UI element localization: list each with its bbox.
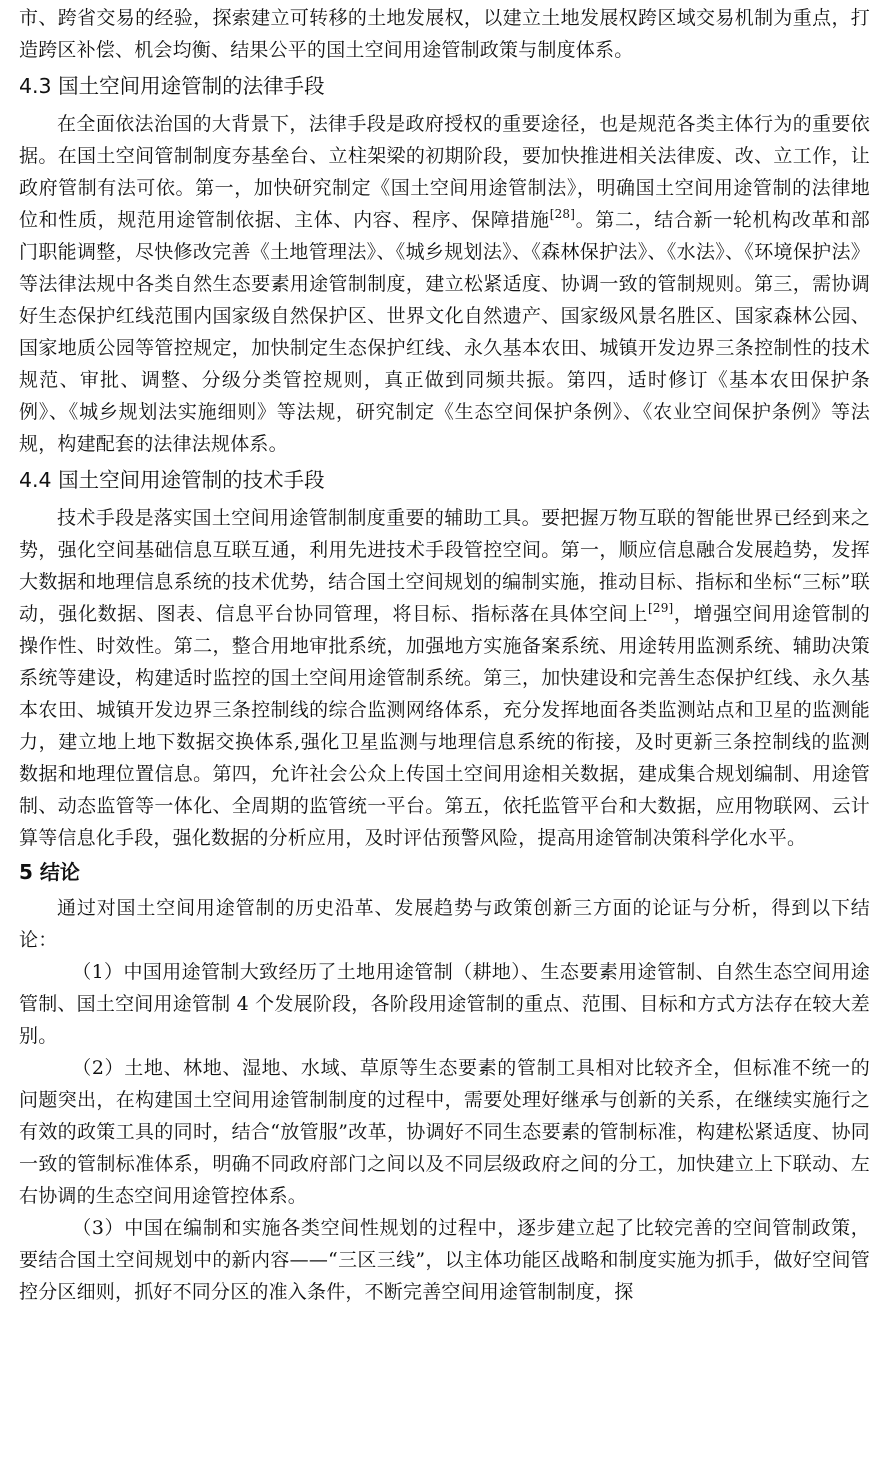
conclusion-item-3: （3）中国在编制和实施各类空间性规划的过程中，逐步建立起了比较完善的空间管制政策，要结合国土空间规划中的新内容——“三区三线”，以主体功能区战略和制度实施为抓手，做好空间管控分区细则，抓好不同分区的准入条件，不断完善空间用途管制制度，探 bbox=[19, 1217, 870, 1303]
document-page bbox=[0, 2, 889, 1462]
paragraph-legal-means bbox=[19, 108, 870, 460]
conclusion-item-1: （1）中国用途管制大致经历了土地用途管制（耕地）、生态要素用途管制、自然生态空间用途管制、国土空间用途管制 4 个发展阶段，各阶段用途管制的重点、范围、目标和方式方法存在较大差别。 bbox=[19, 961, 870, 1047]
paragraph-legal-means-part-a: 在全面依法治国的大背景下，法律手段是政府授权的重要途径，也是规范各类主体行为的重要依据。在国土空间管制制度夯基垒台、立柱架梁的初期阶段，要加快推进相关法律废、改、立工作，让政府管制有法可依。第一，加快研究制定《国土空间用途管制法》，明确国土空间用途管制的法律地位和性质，规范用途管制依据、主体、内容、程序、保障措施 bbox=[19, 113, 870, 231]
paragraph-technical-means-part-a: 技术手段是落实国土空间用途管制制度重要的辅助工具。要把握万物互联的智能世界已经到来之势，强化空间基础信息互联互通，利用先进技术手段管控空间。第一，顺应信息融合发展趋势，发挥大数据和地理信息系统的技术优势，结合国土空间规划的编制实施，推动目标、指标和坐标“三标”联动，强化数据、图表、信息平台协同管理，将目标、指标落在具体空间上 bbox=[19, 507, 870, 625]
paragraph-conclusion-intro: 通过对国土空间用途管制的历史沿革、发展趋势与政策创新三方面的论证与分析，得到以下结论： bbox=[19, 897, 870, 951]
paragraph-technical-means bbox=[19, 502, 870, 854]
section-heading-4-3: 4.3 国土空间用途管制的法律手段 bbox=[19, 74, 325, 98]
conclusion-item-2: （2）土地、林地、湿地、水域、草原等生态要素的管制工具相对比较齐全，但标准不统一的问题突出，在构建国土空间用途管制制度的过程中，需要处理好继承与创新的关系，在继续实施行之有效的政策工具的同时，结合“放管服”改革，协调好不同生态要素的管制标准，构建松紧适度、协同一致的管制标准体系，明确不同政府部门之间以及不同层级政府之间的分工，加快建立上下联动、左右协调的生态空间用途管控体系。 bbox=[19, 1057, 870, 1207]
paragraph-continuation: 市、跨省交易的经验，探索建立可转移的土地发展权，以建立土地发展权跨区域交易机制为重点，打造跨区补偿、机会均衡、结果公平的国土空间用途管制政策与制度体系。 bbox=[19, 7, 870, 61]
citation-28: [28] bbox=[549, 207, 576, 221]
paragraph-technical-means-part-b: ，增强空间用途管制的操作性、时效性。第二，整合用地审批系统，加强地方实施备案系统、用途转用监测系统、辅助决策系统等建设，构建适时监控的国土空间用途管制系统。第三，加快建设和完善生态保护红线、永久基本农田、城镇开发边界三条控制线的综合监测网络体系，充分发挥地面各类监测站点和卫星的监测能力，建立地上地下数据交换体系,强化卫星监测与地理信息系统的衔接，及时更新三条控制线的监测数据和地理位置信息。第四，允许社会公众上传国土空间用途相关数据，建成集合规划编制、用途管制、动态监管等一体化、全周期的监管统一平台。第五，依托监管平台和大数据，应用物联网、云计算等信息化手段，强化数据的分析应用，及时评估预警风险，提高用途管制决策科学化水平。 bbox=[19, 603, 870, 849]
citation-29: [29] bbox=[648, 601, 674, 615]
section-heading-4-4: 4.4 国土空间用途管制的技术手段 bbox=[19, 468, 325, 492]
paragraph-legal-means-part-b: 。第二，结合新一轮机构改革和部门职能调整，尽快修改完善《土地管理法》、《城乡规划法》、《森林保护法》、《水法》、《环境保护法》等法律法规中各类自然生态要素用途管制制度，建立松紧适度、协调一致的管制规则。第三，需协调好生态保护红线范围内国家级自然保护区、世界文化自然遗产、国家级风景名胜区、国家森林公园、国家地质公园等管控规定，加快制定生态保护红线、永久基本农田、城镇开发边界三条控制性的技术规范、审批、调整、分级分类管控规则，真正做到同频共振。第四，适时修订《基本农田保护条例》、《城乡规划法实施细则》等法规，研究制定《生态空间保护条例》、《农业空间保护条例》等法规，构建配套的法律法规体系。 bbox=[19, 209, 870, 455]
section-heading-5-conclusion: 5 结论 bbox=[19, 860, 80, 884]
